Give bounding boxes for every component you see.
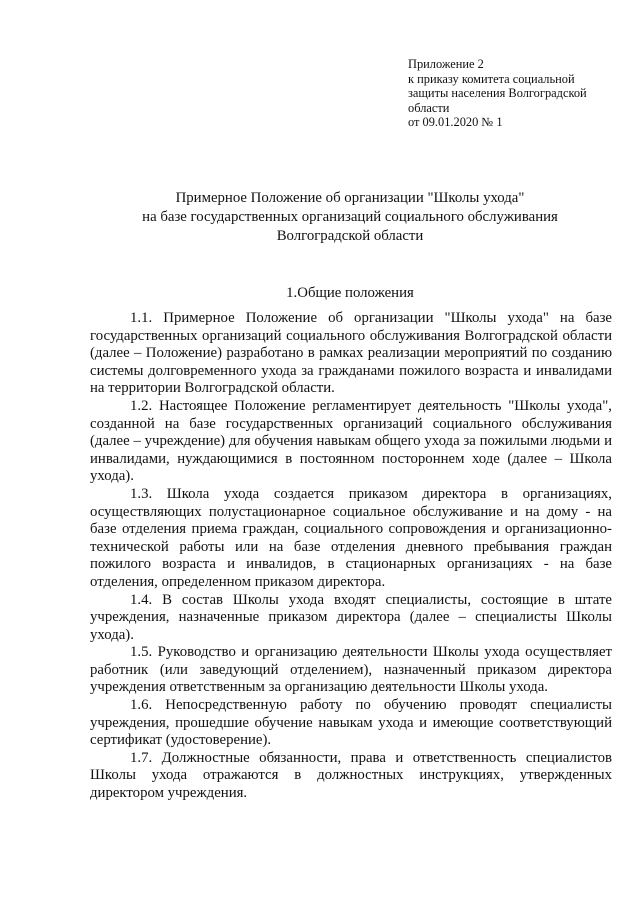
paragraph-1-5: 1.5. Руководство и организацию деятельности Школы ухода осуществляет работник (или заведующий отделением), назначенный приказом директора учреждения ответственным за организацию деятельности Школы ухода. xyxy=(90,644,612,696)
paragraph-1-3: 1.3. Школа ухода создается приказом директора в организациях, осуществляющих полустационарное социальное обслуживание и на дому - на базе отделения приема граждан, социального сопровождения и организационно-технической работы или на базе отделения дневного пребывания граждан пожилого возраста и инвалидов, в стационарных организациях - на базе отделения, определенном приказом директора. xyxy=(90,485,612,590)
title-line: Волгоградской области xyxy=(276,228,424,244)
section-body xyxy=(90,310,612,803)
appendix-line: области xyxy=(408,100,450,115)
title-line: Примерное Положение об организации "Школы ухода" xyxy=(175,190,525,206)
appendix-block xyxy=(408,57,608,130)
paragraph-1-6: 1.6. Непосредственную работу по обучению проводят специалисты учреждения, прошедшие обучение навыкам ухода и имеющие соответствующий сертификат (удостоверение). xyxy=(90,697,612,749)
appendix-line: от 09.01.2020 № 1 xyxy=(408,115,503,130)
document-title xyxy=(60,189,640,246)
paragraph-1-7: 1.7. Должностные обязанности, права и ответственность специалистов Школы ухода отражаются в должностных инструкциях, утвержденных директором учреждения. xyxy=(90,749,612,802)
section-heading: 1.Общие положения xyxy=(286,285,414,301)
appendix-line: к приказу комитета социальной xyxy=(408,71,575,86)
appendix-line: защиты населения Волгоградской xyxy=(408,86,587,101)
paragraph-1-4: 1.4. В состав Школы ухода входят специалисты, состоящие в штате учреждения, назначенные приказом директора (далее – специалисты Школы ухода). xyxy=(90,591,612,643)
paragraph-1-2: 1.2. Настоящее Положение регламентирует деятельность "Школы ухода", созданной на базе государственных организаций социального обслуживания (далее – учреждение) для обучения навыкам общего ухода за пожилыми людьми и инвалидами, нуждающимися в постоянном постороннем ходе (далее – Школа ухода). xyxy=(90,397,612,485)
paragraph-1-1: 1.1. Примерное Положение об организации "Школы ухода" на базе государственных организаций социального обслуживания Волгоградской области (далее – Положение) разработано в рамках реализации мероприятий по созданию системы долговременного ухода за гражданами пожилого возраста и инвалидами на территории Волгоградской области. xyxy=(90,310,612,397)
title-line: на базе государственных организаций социального обслуживания xyxy=(142,209,558,225)
appendix-line: Приложение 2 xyxy=(408,57,484,71)
